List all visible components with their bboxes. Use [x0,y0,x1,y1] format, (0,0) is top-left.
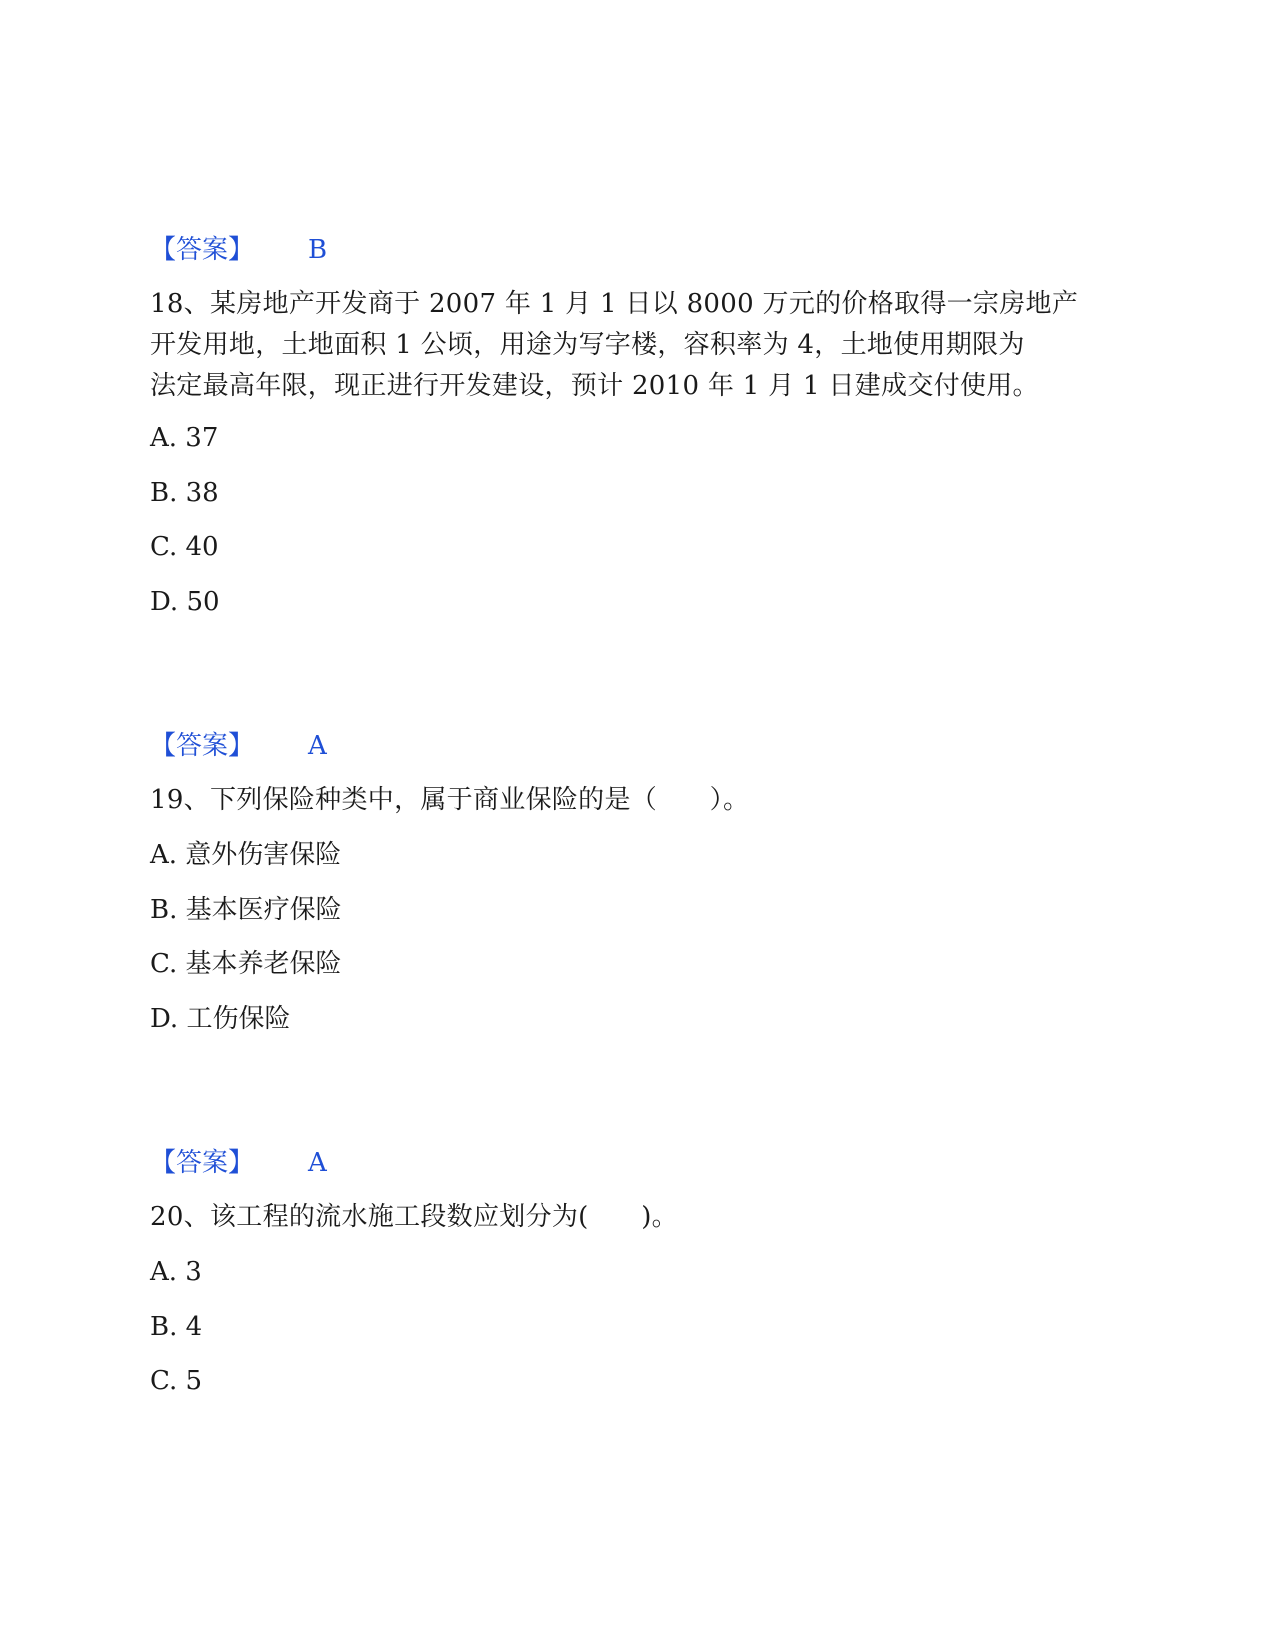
answer-row [150,1143,410,1183]
question-text-line: 20、该工程的流水施工段数应划分为( )。 [150,1202,678,1232]
answer-value: A [308,731,327,761]
question-text-line: 法定最高年限，现正进行开发建设，预计 2010 年 1 月 1 日建成交付使用。 [150,371,1039,401]
option-a: A. 意外伤害保险 [150,840,342,870]
answer-row [150,726,410,766]
option-a: A. 37 [150,423,219,453]
option-d: D. 工伤保险 [150,1004,291,1034]
option-c: C. 40 [150,532,219,562]
option-c: C. 5 [150,1366,203,1396]
answer-value: B [308,235,328,265]
option-b: B. 38 [150,478,219,508]
option-a: A. 3 [150,1257,202,1287]
option-b: B. 4 [150,1312,203,1342]
answer-label: 【答案】 [150,235,255,265]
question-text-line: 18、某房地产开发商于 2007 年 1 月 1 日以 8000 万元的价格取得一宗房地产 [150,289,1079,319]
question-18 [150,284,1125,407]
option-b: B. 基本医疗保险 [150,895,342,925]
answer-label: 【答案】 [150,1148,255,1178]
question-20 [150,1197,1125,1238]
option-c: C. 基本养老保险 [150,949,342,979]
answer-label: 【答案】 [150,731,255,761]
question-text-line: 开发用地，土地面积 1 公顷，用途为写字楼，容积率为 4，土地使用期限为 [150,330,1025,360]
question-19 [150,780,1125,821]
question-text-line: 19、下列保险种类中，属于商业保险的是（ ）。 [150,785,750,815]
option-d: D. 50 [150,587,220,617]
answer-row [150,230,410,270]
answer-value: A [308,1148,327,1178]
